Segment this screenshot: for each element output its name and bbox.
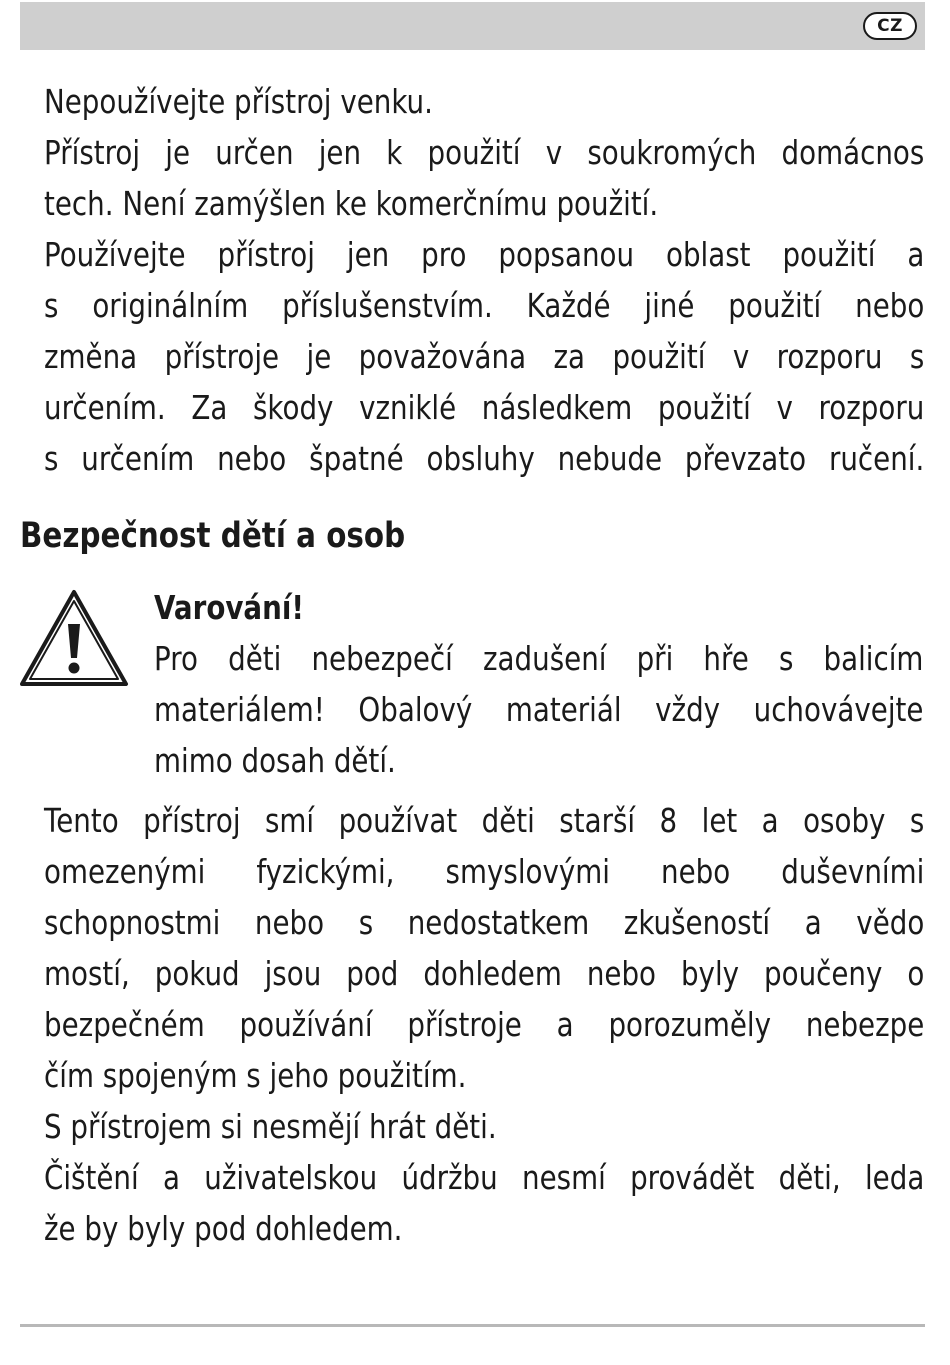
text-line: bezpečném používání přístroje a porozuměly nebezpe [44, 1005, 925, 1044]
text-line: s určením nebo špatné obsluhy nebude převzato ručení. [44, 439, 925, 478]
header-bar [20, 2, 925, 50]
text-line: Nepoužívejte přístroj venku. [44, 82, 433, 121]
text-line: S přístrojem si nesmějí hrát děti. [44, 1107, 497, 1146]
warning-text [154, 633, 923, 786]
footer-rule [20, 1324, 925, 1327]
text-line: s originálním příslušenstvím. Každé jiné použití nebo [44, 286, 925, 325]
text-line: Čištění a uživatelskou údržbu nesmí provádět děti, leda [44, 1158, 925, 1197]
text-line: že by byly pod dohledem. [44, 1209, 403, 1248]
warning-triangle-icon [18, 588, 130, 688]
section-heading: Bezpečnost dětí a osob [20, 516, 406, 556]
body-paragraph [44, 795, 924, 1254]
text-line: Používejte přístroj jen pro popsanou oblast použití a [44, 235, 925, 274]
warning-title: Varování! [154, 588, 305, 627]
text-line: materiálem! Obalový materiál vždy uchovávejte [154, 690, 924, 729]
text-line: změna přístroje je považována za použití v rozporu s [44, 337, 925, 376]
text-line: mimo dosah dětí. [154, 741, 396, 780]
text-line: schopnostmi nebo s nedostatkem zkušeností a vědo [44, 903, 925, 942]
language-badge: CZ [863, 12, 917, 40]
text-line: Tento přístroj smí používat děti starší 8 let a osoby s [44, 801, 925, 840]
text-line: mostí, pokud jsou pod dohledem nebo byly poučeny o [44, 954, 925, 993]
text-line: Pro děti nebezpečí zadušení při hře s balicím [154, 639, 924, 678]
text-line: určením. Za škody vzniklé následkem použití v rozporu [44, 388, 925, 427]
text-line: omezenými fyzickými, smyslovými nebo duševními [44, 852, 925, 891]
text-line: Přístroj je určen jen k použití v soukromých domácnos [44, 133, 925, 172]
text-line: tech. Není zamýšlen ke komerčnímu použití. [44, 184, 659, 223]
text-line: čím spojeným s jeho použitím. [44, 1056, 467, 1095]
intro-paragraph [44, 76, 924, 484]
